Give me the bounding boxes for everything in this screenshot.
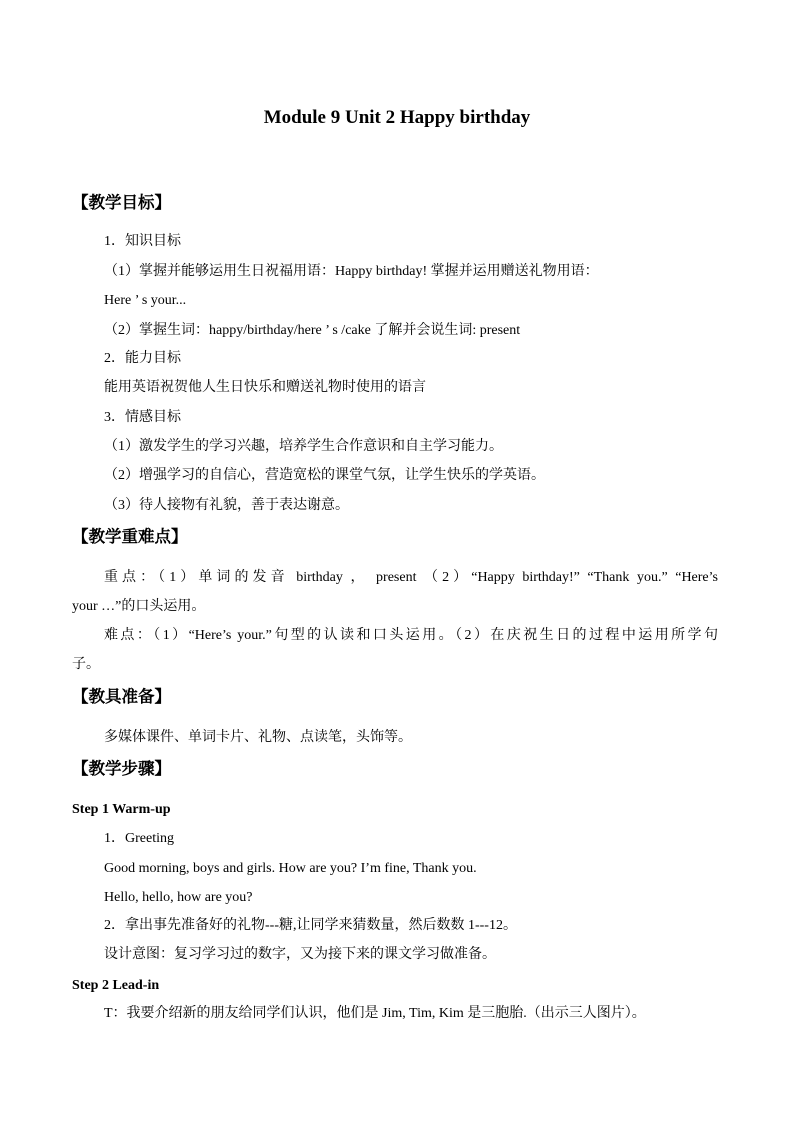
key-point-line: your …”的口头运用。: [72, 599, 206, 614]
materials-line: 多媒体课件、单词卡片、礼物、点读笔，头饰等。: [104, 730, 412, 745]
section-heading-objectives: 【教学目标】: [72, 193, 171, 212]
objective-line: （3）待人接物有礼貌，善于表达谢意。: [104, 498, 349, 513]
step-line: Hello, hello, how are you?: [104, 890, 253, 905]
key-point-line: 难点：（1）“Here’s your.”句型的认读和口头运用。（2）在庆祝生日的过程中运用所学句: [104, 628, 718, 643]
section-heading-steps: 【教学步骤】: [72, 759, 171, 778]
objective-line: 3．情感目标: [104, 410, 181, 425]
objective-line: （1）激发学生的学习兴趣，培养学生合作意识和自主学习能力。: [104, 439, 503, 454]
key-point-line: 重点：（1）单词的发音 birthday ， present （2）“Happy birthday!” “Thank you.” “Here’s: [104, 570, 718, 585]
objective-line: （2）掌握生词：happy/birthday/here ’ s /cake 了解并会说生词: present: [104, 323, 521, 338]
objective-line: Here ’ s your...: [104, 293, 187, 308]
section-heading-key-points: 【教学重难点】: [72, 527, 188, 546]
step-line: 设计意图：复习学习过的数字，又为接下来的课文学习做准备。: [104, 947, 496, 962]
step-line: T：我要介绍新的朋友给同学们认识，他们是 Jim, Tim, Kim 是三胞胎.（出示三人图片）。: [104, 1006, 646, 1021]
objective-line: 能用英语祝贺他人生日快乐和赠送礼物时使用的语言: [104, 380, 426, 395]
step-line: 2．拿出事先准备好的礼物---糖,让同学来猜数量，然后数数 1---12。: [104, 918, 517, 933]
objective-line: （2）增强学习的自信心，营造宽松的课堂气氛，让学生快乐的学英语。: [104, 468, 545, 483]
step-line: 1．Greeting: [104, 831, 174, 846]
document-title: Module 9 Unit 2 Happy birthday: [263, 107, 531, 128]
key-point-line: 子。: [72, 657, 100, 672]
objective-line: 1．知识目标: [104, 234, 181, 249]
objective-line: 2．能力目标: [104, 351, 181, 366]
step-2-label: Step 2 Lead-in: [72, 978, 160, 993]
objective-line: （1）掌握并能够运用生日祝福用语：Happy birthday! 掌握并运用赠送礼物用语：: [104, 264, 599, 279]
step-line: Good morning, boys and girls. How are you? I’m fine, Thank you.: [104, 861, 477, 876]
step-1-label: Step 1 Warm-up: [72, 802, 171, 817]
section-heading-materials: 【教具准备】: [72, 687, 171, 706]
